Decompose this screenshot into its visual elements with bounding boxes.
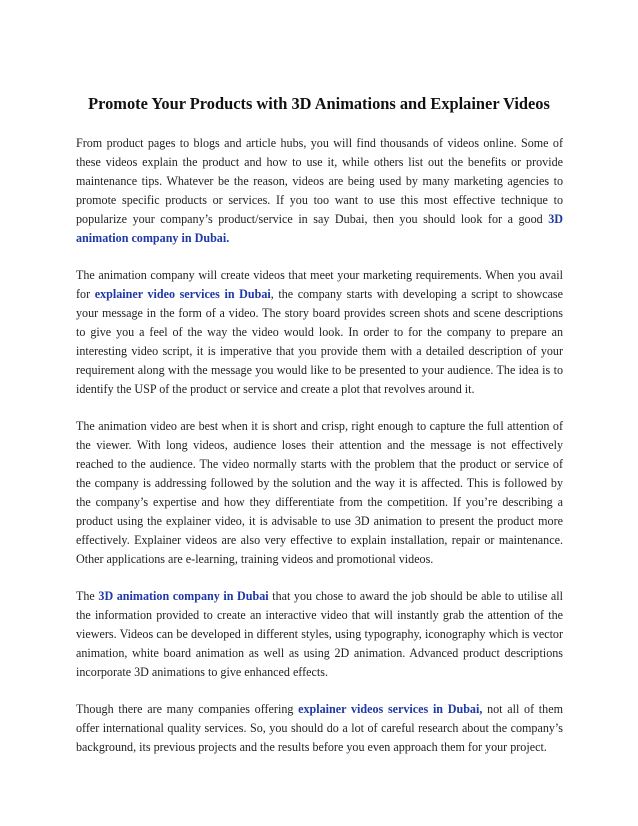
link-3d-animation-company-dubai[interactable]: 3D animation company in Dubai — [98, 589, 269, 603]
link-explainer-videos-services[interactable]: explainer videos services in Dubai, — [298, 702, 483, 716]
paragraph-2-text-before-link: The animation company will create videos that meet your marketing requirements. When you avail for — [76, 268, 563, 301]
paragraph-1-text: From product pages to blogs and article hubs, you will find thousands of videos online. Some of these videos explain the product and how to use it, while others list out the benefits or provide maintenance tips. Whatever be the reason, videos are being used by many marketing agencies to promote specific products or services. If you too want to use this most effective technique to popularize your company’s product/service in say Dubai, then you should look for a good — [76, 136, 563, 226]
document-title: Promote Your Products with 3D Animations and Explainer Videos — [88, 94, 550, 113]
paragraph-2 — [76, 266, 563, 399]
paragraph-4-text-before-link: The — [76, 589, 99, 603]
paragraph-5 — [76, 700, 563, 757]
document-body — [76, 134, 563, 775]
link-explainer-video-services[interactable]: explainer video services in Dubai — [94, 287, 271, 301]
paragraph-4 — [76, 587, 563, 682]
paragraph-5-text-after-link: not all of them offer international quality services. So, you should do a lot of careful research about the company’s background, its previous projects and the results before you even approach them for your project. — [76, 702, 563, 754]
paragraph-1 — [76, 134, 563, 248]
paragraph-3-text: The animation video are best when it is short and crisp, right enough to capture the full attention of the viewer. With long videos, audience loses their attention and the message is not effectively reached to the audience. The video normally starts with the problem that the product or service of the company is addressing followed by the solution and the way it is affected. This is followed by the company’s expertise and how they differentiate from the competition. If you’re describing a product using the explainer video, it is advisable to use 3D animation to present the product more effectively. Explainer videos are also very effective to explain installation, repair or maintenance. Other applications are e-learning, training videos and promotional videos. — [76, 419, 563, 566]
paragraph-5-text-before-link: Though there are many companies offering — [76, 702, 299, 716]
paragraph-2-text-after-link: , the company starts with developing a script to showcase your message in the form of a video. The story board provides screen shots and scene descriptions to give you a feel of the way the video would look. In order to for the company to prepare an interesting video script, it is imperative that you provide them with a detailed description of your requirement along with the message you would like to be presented to your audience. The idea is to identify the USP of the product or service and create a plot that revolves around it. — [76, 287, 564, 396]
paragraph-3 — [76, 417, 563, 569]
paragraph-4-text-after-link: that you chose to award the job should be able to utilise all the information provided to create an interactive video that will instantly grab the attention of the viewers. Videos can be developed in different styles, using typography, iconography which is vector animation, white board animation as well as using 2D animation. Advanced product descriptions incorporate 3D animations to give enhanced effects. — [76, 589, 563, 679]
link-3d-animation-company[interactable]: 3D animation company in Dubai. — [76, 212, 563, 245]
